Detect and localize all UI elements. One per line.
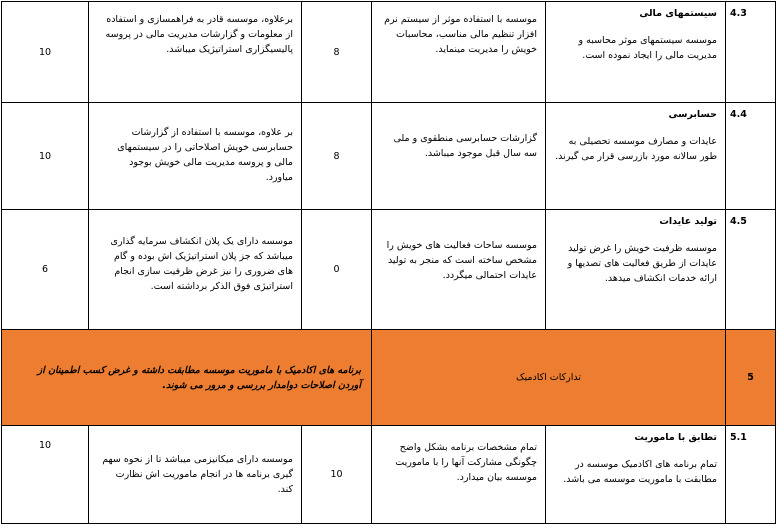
mid-text: موسسه با استفاده موثر از سیستم نرم افزار تنظیم مالی مناسب، محاسبات خویش را مدیریت مینماید. [372, 2, 546, 103]
criterion-cell [546, 426, 726, 524]
criterion-title: سیستمهای مالی [639, 8, 717, 19]
mid-score: 0 [302, 210, 372, 330]
mid-score: 8 [302, 103, 372, 210]
criterion-title: تولید عایدات [659, 216, 717, 227]
section-title: تدارکات اکادمیک [372, 330, 726, 426]
left-score: 10 [2, 2, 89, 103]
criterion-description: موسسه ظرفیت خویش را غرض تولید عایدات از طریق فعالیت های تصدیها و ارائه خدمات انکشاف میدهد. [567, 243, 717, 284]
mid-score: 8 [302, 2, 372, 103]
mid-text: موسسه ساحات فعالیت های خویش را مشخص ساخته است که منجر به تولید عایدات احتمالی میگردد. [372, 210, 546, 330]
left-text: برعلاوه، موسسه قادر به فراهمسازی و استفاده از معلومات و گزارشات مدیریت مالی در پروسه پالیسیگزاری استراتیژیک میباشد. [89, 2, 302, 103]
criterion-number: 4.5 [726, 210, 776, 330]
left-score: 10 [2, 103, 89, 210]
table-row [2, 426, 776, 524]
criterion-number: 5.1 [726, 426, 776, 524]
table-row [2, 2, 776, 103]
criterion-title: تطابق با ماموریت [634, 432, 717, 443]
criterion-description: عایدات و مصارف موسسه تحصیلی به طور سالانه مورد بازرسی قرار می گیرند. [555, 136, 717, 162]
criteria-table [1, 1, 776, 524]
left-text: موسسه دارای یک پلان انکشاف سرمایه گذاری میباشد که جز پلان استراتیژیک اش بوده و گام های ضروری را نیز غرض ظرفیت سازی انجام استراتیژی فوق الذکر برداشته است. [89, 210, 302, 330]
left-text: بر علاوه، موسسه با استفاده از گزارشات حسابرسی خویش اصلاحاتی را در سیستمهای مالی و پروسه مدیریت مالی خویش بوجود میاورد. [89, 103, 302, 210]
criterion-cell [546, 103, 726, 210]
section-row [2, 330, 776, 426]
section-note: برنامه های اکادمیک با ماموریت موسسه مطابقت داشته و غرض کسب اطمینان از آوردن اصلاحات دوامدار بررسی و مرور می شوند. [2, 330, 372, 426]
table-row [2, 103, 776, 210]
section-number: 5 [726, 330, 776, 426]
criterion-cell [546, 210, 726, 330]
criterion-description: موسسه سیستمهای موثر محاسبه و مدیریت مالی را ایجاد نموده است. [578, 35, 717, 61]
left-score: 6 [2, 210, 89, 330]
criterion-number: 4.3 [726, 2, 776, 103]
left-text: موسسه دارای میکانیزمی میباشد تا از نحوه سهم گیری برنامه ها در انجام ماموریت اش نظارت کند. [89, 426, 302, 524]
criterion-title: حسابرسی [668, 109, 717, 120]
mid-text: گزارشات حسابرسی منطقوی و ملی سه سال قبل موجود میباشد. [372, 103, 546, 210]
criterion-number: 4.4 [726, 103, 776, 210]
table-row [2, 210, 776, 330]
mid-text: تمام مشخصات برنامه بشکل واضح چگونگی مشارکت آنها را با ماموریت موسسه بیان میدارد. [372, 426, 546, 524]
criterion-cell [546, 2, 726, 103]
left-score: 10 [2, 426, 89, 524]
criterion-description: تمام برنامه های اکادمیک موسسه در مطابقت با ماموریت موسسه می باشد. [563, 459, 717, 485]
mid-score: 10 [302, 426, 372, 524]
